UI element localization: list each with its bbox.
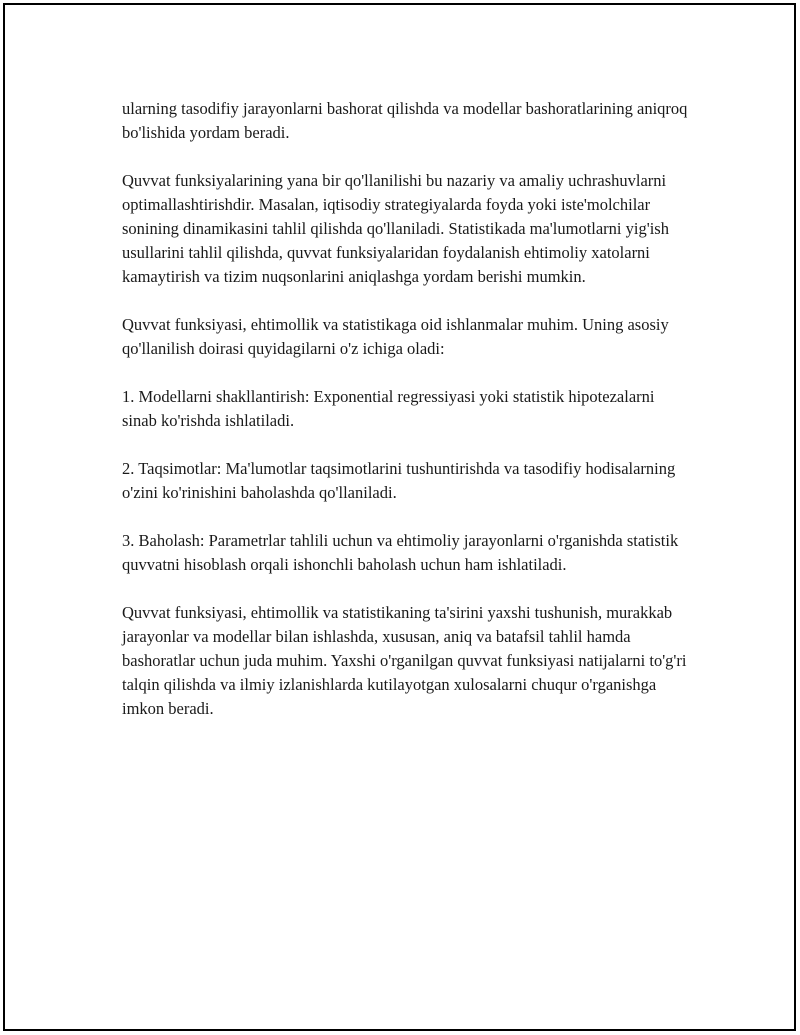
paragraph-intro-continuation: ularning tasodifiy jarayonlarni bashorat qilishda va modellar bashoratlarining aniqroq bo'lishida yordam beradi. xyxy=(122,99,688,142)
paragraph-applications: Quvvat funksiyalarining yana bir qo'llanilishi bu nazariy va amaliy uchrashuvlarni optimallashtirishdir. Masalan, iqtisodiy strategiyalarda foyda yoki iste'molchilar sonining dinamikasini tahlil qilishda qo'llaniladi. Statistikada ma'lumotlarni yig'ish usullarini tahlil qilishda, quvvat funksiyalaridan foydalanish ehtimoliy xatolarni kamaytirish va tizim nuqsonlarini aniqlashga yordam berishi mumkin. xyxy=(122,171,669,286)
list-item-modelling: 1. Modellarni shakllantirish: Exponential regressiyasi yoki statistik hipotezalarni sinab ko'rishda ishlatiladi. xyxy=(122,387,655,430)
page xyxy=(3,3,796,1031)
list-item-distributions: 2. Taqsimotlar: Ma'lumotlar taqsimotlarini tushuntirishda va tasodifiy hodisalarning o'zini ko'rinishini baholashda qo'llaniladi. xyxy=(122,459,676,502)
paragraph-conclusion: Quvvat funksiyasi, ehtimollik va statistikaning ta'sirini yaxshi tushunish, murakkab jarayonlar va modellar bilan ishlashda, xususan, aniq va batafsil tahlil hamda bashoratlar uchun juda muhim. Yaxshi o'rganilgan quvvat funksiyasi natijalarni to'g'ri talqin qilishda va ilmiy izlanishlarda kutilayotgan xulosalarni chuqur o'rganishga imkon beradi. xyxy=(122,603,687,718)
list-item-estimation: 3. Baholash: Parametrlar tahlili uchun va ehtimoliy jarayonlarni o'rganishda statistik quvvatni hisoblash orqali ishonchli baholash uchun ham ishlatiladi. xyxy=(122,531,679,574)
document-body xyxy=(122,97,692,745)
paragraph-scope-intro: Quvvat funksiyasi, ehtimollik va statistikaga oid ishlanmalar muhim. Uning asosiy qo'llanilish doirasi quyidagilarni o'z ichiga oladi: xyxy=(122,315,669,358)
